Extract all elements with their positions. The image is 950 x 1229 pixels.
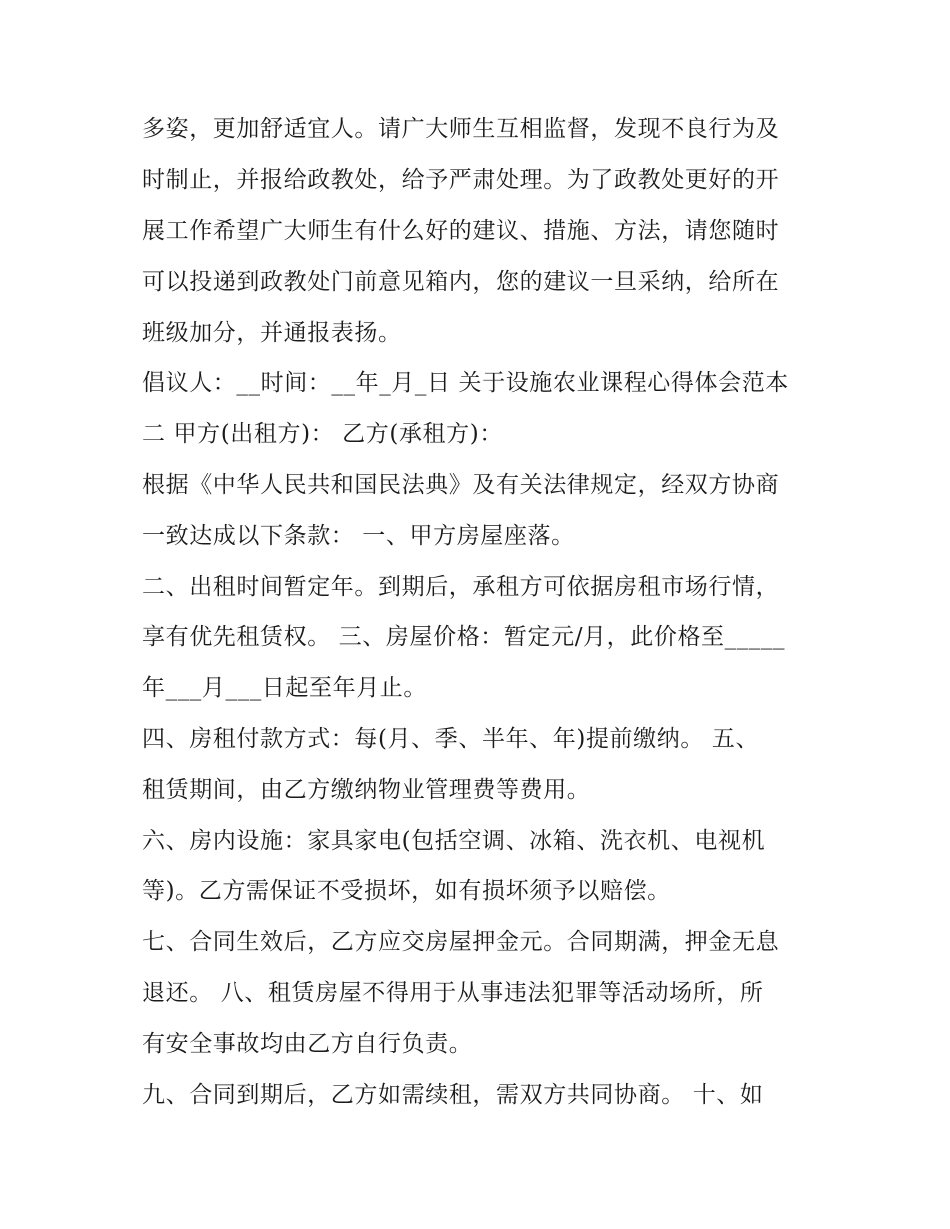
text-line: 根据《中华人民共和国民法典》及有关法律规定，经双方协商 (142, 472, 780, 498)
text-line: 六、房内设施：家具家电(包括空调、冰箱、洗衣机、电视机 (142, 828, 766, 854)
text-line: 等)。乙方需保证不受损坏，如有损坏须予以赔偿。 (142, 878, 671, 904)
text-line: 班级加分，并通报表扬。 (142, 320, 402, 346)
text-line: 多姿，更加舒适宜人。请广大师生互相监督，发现不良行为及 (142, 116, 780, 142)
text-line: 二、出租时间暂定年。到期后，承租方可依据房租市场行情， (142, 574, 780, 600)
text-line: 租赁期间，由乙方缴纳物业管理费等费用。 (142, 777, 591, 803)
text-line: 享有优先租赁权。 三、房屋价格：暂定元/月，此价格至_____ (142, 624, 786, 650)
text-line: 倡议人：__时间：__年_月_日 关于设施农业课程心得体会范本 (142, 370, 789, 396)
text-line: 七、合同生效后，乙方应交房屋押金元。合同期满，押金无息 (142, 929, 780, 955)
text-line: 时制止，并报给政教处，给予严肃处理。为了政教处更好的开 (142, 167, 780, 193)
text-line: 可以投递到政教处门前意见箱内，您的建议一旦采纳，给所在 (142, 269, 780, 295)
text-line: 九、合同到期后，乙方如需续租，需双方共同协商。 十、如 (142, 1082, 764, 1108)
text-line: 退还。 八、租赁房屋不得用于从事违法犯罪等活动场所，所 (142, 980, 764, 1006)
text-line: 一致达成以下条款： 一、甲方房屋座落。 (142, 523, 575, 549)
text-line: 有安全事故均由乙方自行负责。 (142, 1031, 473, 1057)
text-line: 展工作希望广大师生有什么好的建议、措施、方法，请您随时 (142, 218, 780, 244)
text-line: 年___月___日起至年月止。 (142, 675, 427, 701)
text-line: 四、房租付款方式：每(月、季、半年、年)提前缴纳。 五、 (142, 726, 760, 752)
text-line: 二 甲方(出租方)： 乙方(承租方)： (142, 421, 503, 447)
